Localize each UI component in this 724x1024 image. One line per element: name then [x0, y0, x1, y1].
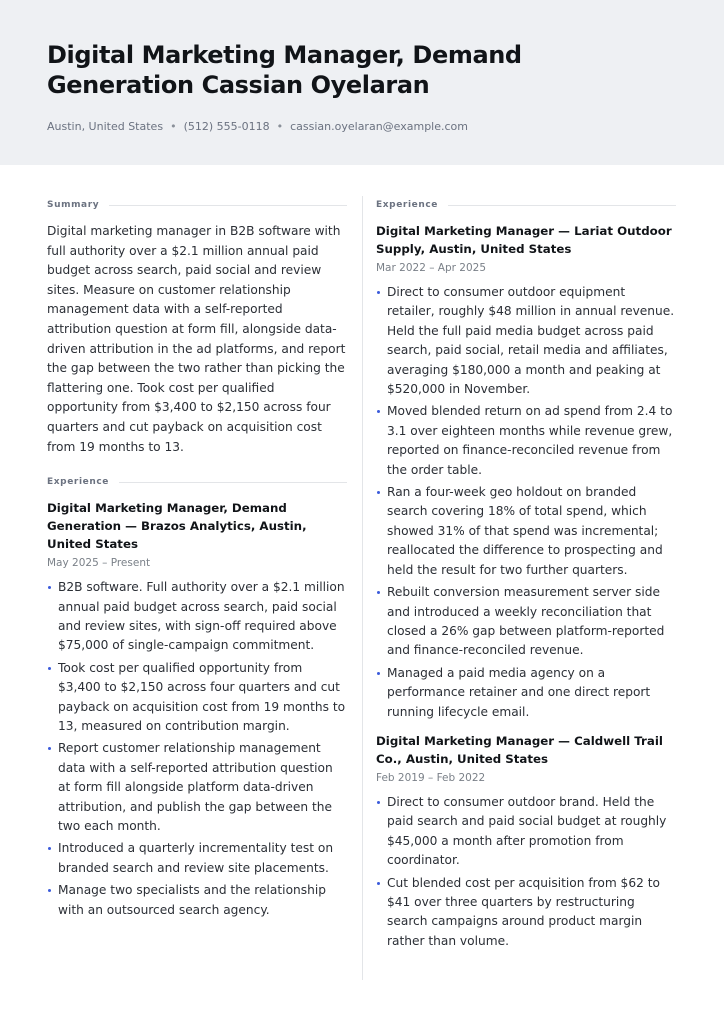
summary-text: Digital marketing manager in B2B software with full authority over a $2.1 million annual paid budget across search, paid social and review sites. Measure on customer relationship management data with a self-reported attribution question at form fill, alongside data-driven attribution in the ad platforms, and report the gap between the two rather than picking the flattering one. Took cost per qualified opportunity from $3,400 to $2,150 across four quarters and cut payback on acquisition cost from 19 months to 13. [47, 224, 346, 454]
phone-text: (512) 555-0118 [183, 120, 270, 133]
bullet-item: Took cost per qualified opportunity from $3,400 to $2,150 across four quarters and cut payback on acquisition cost from 19 months to 13, measured on contribution margin. [47, 659, 347, 737]
heading-rule [109, 205, 347, 206]
job-entry-caldwell [376, 732, 676, 951]
contact-line [47, 120, 687, 133]
heading-rule [448, 205, 676, 206]
bullet-item: Managed a paid media agency on a performance retainer and one direct report running lifecycle email. [376, 664, 676, 722]
bullet-item: Ran a four-week geo holdout on branded search covering 18% of total spend, which showed 31% of that spend was incremental; reallocated the difference to prospecting and held the result for two further quarters. [376, 483, 676, 580]
column-divider [362, 196, 363, 980]
bullet-item: B2B software. Full authority over a $2.1 million annual paid budget across search, paid social and review sites, with sign-off required above $75,000 of single-campaign commitment. [47, 578, 347, 656]
left-column [47, 196, 347, 923]
bullet-item: Introduced a quarterly incrementality test on branded search and review site placements. [47, 839, 347, 878]
job-title: Digital Marketing Manager — Caldwell Trail Co., Austin, United States [376, 733, 663, 766]
job-dates: May 2025 – Present [47, 557, 151, 570]
experience-heading [376, 196, 676, 214]
summary-heading [47, 196, 347, 214]
bullet-item: Rebuilt conversion measurement server side and introduced a weekly reconciliation that closed a 26% gap between platform-reported and finance-reconciled revenue. [376, 583, 676, 661]
job-bullets [47, 578, 347, 920]
right-column [376, 196, 676, 954]
resume-header [0, 0, 724, 165]
separator-dot: • [276, 120, 284, 133]
job-entry-brazos [47, 499, 347, 920]
job-bullets [376, 793, 676, 951]
bullet-item: Manage two specialists and the relationship with an outsourced search agency. [47, 881, 347, 920]
experience-heading-label: Experience [47, 477, 109, 488]
location-text: Austin, United States [47, 120, 164, 133]
bullet-item: Direct to consumer outdoor brand. Held the paid search and paid social budget at roughly $45,000 a month after promotion from coordinator. [376, 793, 676, 871]
job-entry-lariat [376, 222, 676, 722]
heading-rule [119, 482, 347, 483]
job-dates: Feb 2019 – Feb 2022 [376, 771, 486, 784]
job-title: Digital Marketing Manager, Demand Generation — Brazos Analytics, Austin, United States [47, 501, 307, 552]
candidate-name-title: Digital Marketing Manager, Demand Generation Cassian Oyelaran [47, 41, 522, 99]
experience-heading-label: Experience [376, 200, 438, 210]
job-dates: Mar 2022 – Apr 2025 [376, 262, 487, 274]
bullet-item: Moved blended return on ad spend from 2.4 to 3.1 over eighteen months while revenue grew, reported on finance-reconciled revenue from the order table. [376, 402, 676, 480]
bullet-item: Direct to consumer outdoor equipment retailer, roughly $48 million in annual revenue. Held the full paid media budget across paid search, paid social, retail media and affiliates, averaging $180,000 a month and peaking at $520,000 in November. [376, 283, 676, 399]
bullet-item: Cut blended cost per acquisition from $62 to $41 over three quarters by restructuring search campaigns around product margin rather than volume. [376, 874, 676, 952]
email-link[interactable]: cassian.oyelaran@example.com [290, 120, 468, 133]
experience-heading [47, 473, 347, 491]
job-title: Digital Marketing Manager — Lariat Outdoor Supply, Austin, United States [376, 224, 672, 256]
job-bullets [376, 283, 676, 722]
separator-dot: • [170, 120, 177, 133]
summary-heading-label: Summary [47, 200, 100, 210]
bullet-item: Report customer relationship management data with a self-reported attribution question at form fill alongside platform data-driven attribution, and publish the gap between the two each month. [47, 739, 347, 836]
